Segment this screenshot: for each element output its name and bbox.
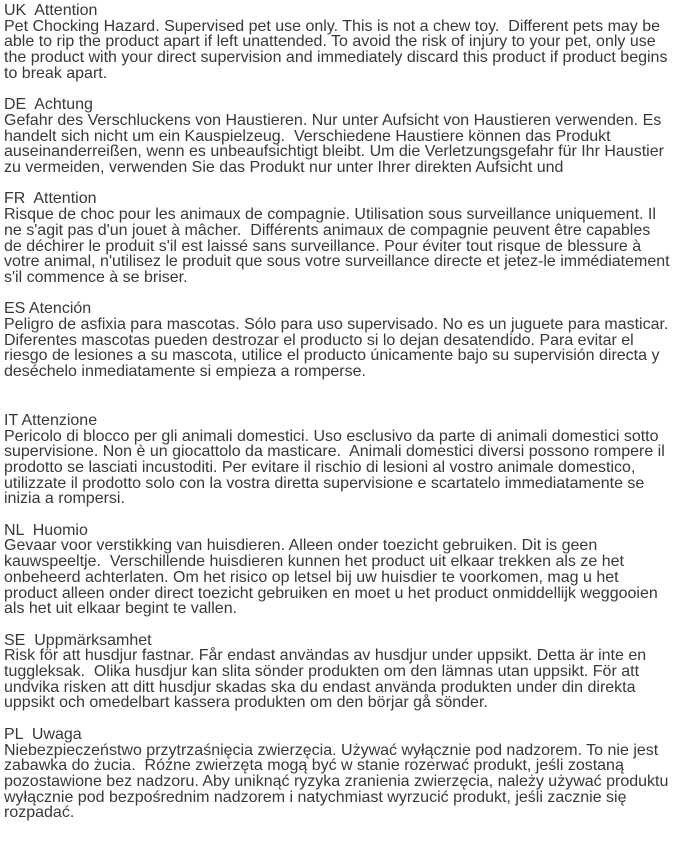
section-heading-pl: PL Uwaga xyxy=(4,725,82,743)
section-heading-nl: NL Huomio xyxy=(4,521,88,539)
section-body-uk: Pet Chocking Hazard. Supervised pet use only. This is not a chew toy. Different pets may be able to rip the product apart if left unattended. To avoid the risk of injury to your pet, only use the product with your direct supervision and immediately discard this product if product begins to break apart. xyxy=(4,17,672,82)
section-heading-de: DE Achtung xyxy=(4,96,93,114)
section-body-de: Gefahr des Verschluckens von Haustieren. Nur unter Aufsicht von Haustieren verwenden. Es handelt sich nicht um ein Kauspielzeug. Verschiedene Haustiere können das Produkt auseinanderreißen, wenn es unbeaufsichtigt bleibt. Um die Verletzungsgefahr für Ihr Haustier zu vermeiden, verwenden Sie das Produkt nur unter Ihrer direkten Aufsicht und xyxy=(4,111,669,177)
section-body-it: Pericolo di blocco per gli animali domestici. Uso esclusivo da parte di animali domestici sotto supervisione. Non è un giocattolo da masticare. Animali domestici diversi possono rompere il prodotto se lasciati incustoditi. Per evitare il rischio di lesioni al vostro animale domestico, utilizzate il prodotto solo con la vostra diretta supervisione e scartatelo immediatamente se inizia a rompersi. xyxy=(4,427,670,508)
section-body-nl: Gevaar voor verstikking van huisdieren. Alleen onder toezicht gebruiken. Dit is geen kauwspeeltje. Verschillende huisdieren kunnen het product uit elkaar trekken als ze het onbeheerd achterlaten. Om het risico op letsel bij uw huisdier te voorkomen, mag u het product alleen onder direct toezicht gebruiken en moet u het product onmiddellijk weggooien als het uit elkaar begint te vallen. xyxy=(4,537,663,618)
warning-section-de xyxy=(4,97,672,176)
warning-section-fr xyxy=(4,190,675,286)
section-heading-es: ES Atención xyxy=(4,300,92,318)
warning-section-es xyxy=(4,300,678,381)
section-heading-fr: FR Attention xyxy=(4,190,97,208)
section-body-pl: Niebezpieczeństwo przytrzaśnięcia zwierzęcia. Używać wyłącznie pod nadzorem. To nie jest zabawka do żucia. Różne zwierzęta mogą być w stanie rozerwać produkt, jeśli zostaną pozostawione bez nadzoru. Aby uniknąć ryzyka zranienia zwierzęcia, należy używać produktu wyłącznie pod bezpośrednim nadzorem i natychmiast wyrzucić produkt, jeśli zacznie się rozpadać. xyxy=(4,741,673,822)
section-body-fr: Risque de choc pour les animaux de compagnie. Utilisation sous surveillance uniquement. Il ne s'agit pas d'un jouet à mâcher. Différents animaux de compagnie peuvent être capables de déchirer le produit s'il est laissé sans surveillance. Pour éviter tout risque de blessure à votre animal, n'utilisez le produit que sous votre surveillance directe et jetez-le immédiatement s'il commence à se briser. xyxy=(4,206,675,286)
warning-section-it xyxy=(4,413,672,507)
warning-section-uk xyxy=(4,3,672,82)
warning-section-pl xyxy=(4,727,672,821)
section-heading-it: IT Attenzione xyxy=(4,411,98,429)
section-body-se: Risk för att husdjur fastnar. Får endast användas av husdjur under uppsikt. Detta är inte en tuggleksak. Olika husdjur kan slita sönder produkten om den lämnas utan uppsikt. För att undvika risken att ditt husdjur skadas ska du endast använda produkten under din direkta uppsikt och omedelbart kassera produkten om den börjar gå sönder. xyxy=(4,647,651,712)
warning-section-nl xyxy=(4,523,672,617)
warning-label-document xyxy=(4,2,678,822)
section-heading-uk: UK Attention xyxy=(4,2,98,19)
section-heading-se: SE Uppmärksamhet xyxy=(4,631,152,649)
warning-section-se xyxy=(4,633,672,712)
section-body-es: Peligro de asfixia para mascotas. Sólo para uso supervisado. No es un juguete para masticar. Diferentes mascotas pueden destrozar el producto si lo dejan desatendido. Para evitar el riesgo de lesiones a su mascota, utilice el producto únicamente bajo su supervisión directa y deséchelo inmediatamente si empieza a romperse. xyxy=(4,316,678,381)
